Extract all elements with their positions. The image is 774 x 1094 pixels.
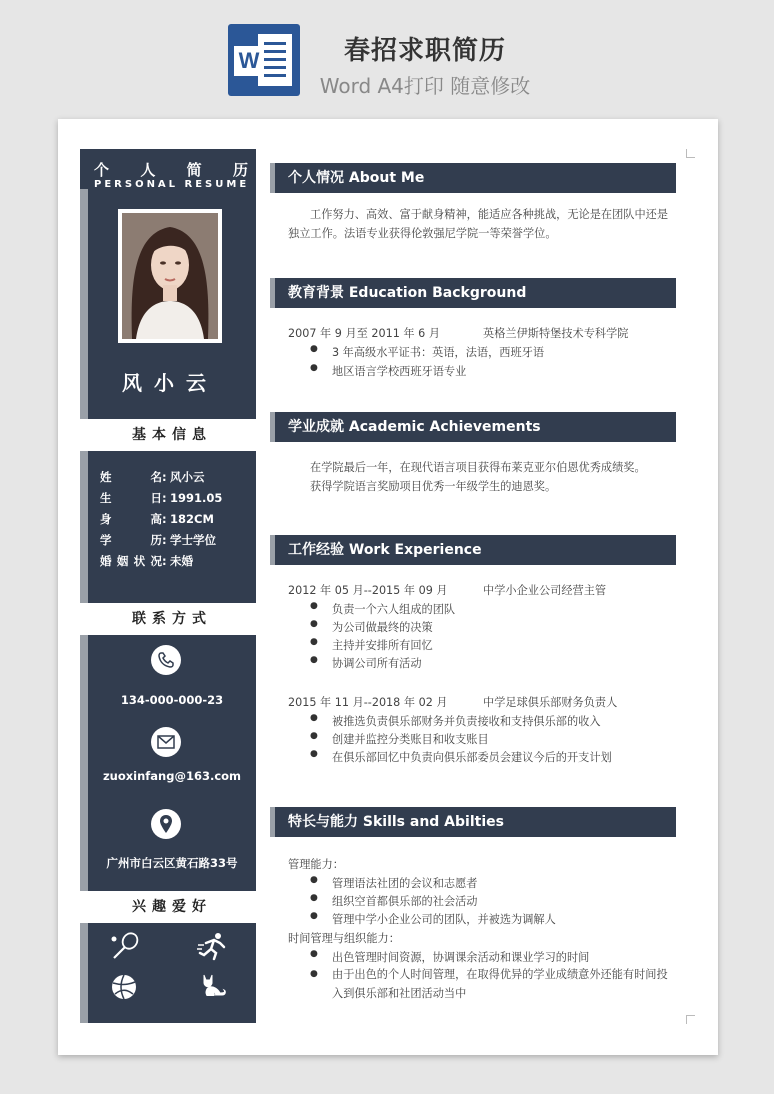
running-icon (196, 931, 230, 965)
skills-header (270, 807, 676, 837)
skills-title: 特长与能力 Skills and Abilties (288, 814, 504, 830)
about-text: 工作努力、高效、富于献身精神，能适应各种挑战，无论是在团队中还是独立工作。法语专业获得伦敦强尼学院一等荣誉学位。 (288, 208, 669, 240)
candidate-name: 风小云 (122, 371, 218, 395)
job-item: ● 创建并监控分类账目和收支账目 (332, 731, 489, 747)
header-char: 人 (140, 161, 156, 179)
word-letter: W (234, 46, 264, 76)
contact-block (80, 635, 256, 891)
info-key: 姓 名 (100, 470, 162, 484)
banner-title: 春招求职简历 (343, 36, 506, 66)
skill-group-label: 时间管理与组织能力： (288, 932, 400, 945)
header-char: 简 (186, 161, 202, 179)
skill-item: ● 出色管理时间资源，协调课余活动和课业学习的时间 (332, 949, 589, 965)
info-row: 婚 姻 状 况 : 未婚 (100, 551, 250, 572)
job-period: 2012 年 05 月--2015 年 09 月 (288, 584, 448, 597)
sidebar (80, 149, 256, 1023)
education-period: 2007 年 9 月至 2011 年 6 月 (288, 327, 441, 340)
info-row: 学 历 : 学士学位 (100, 530, 250, 551)
mail-icon (151, 727, 181, 757)
job-item: ● 被推选负责俱乐部财务并负责接收和支持俱乐部的收入 (332, 713, 601, 729)
hobby-block (80, 923, 256, 1023)
basic-info-block (80, 451, 256, 603)
address: 广州市白云区黄石路33号 (106, 856, 238, 870)
skill-group-label: 管理能力： (288, 858, 344, 871)
resume-page (58, 119, 718, 1055)
contact-title: 联系方式 (88, 605, 256, 633)
resume-header (94, 159, 248, 180)
skill-item: ● 管理语法社团的会议和志愿者 (332, 875, 477, 891)
banner-subtitle: Word A4打印 随意修改 (319, 74, 531, 98)
job-item: ● 负责一个六人组成的团队 (332, 601, 455, 617)
info-key: 生 日 (100, 491, 162, 505)
education-title: 教育背景 Education Background (288, 285, 527, 301)
academic-line: 在学院最后一年，在现代语言项目获得布莱克亚尔伯恩优秀成绩奖。 (310, 461, 646, 474)
job-item: ● 协调公司所有活动 (332, 655, 422, 671)
job-period: 2015 年 11 月--2018 年 02 月 (288, 696, 448, 709)
job-item: ● 主持并安排所有回忆 (332, 637, 433, 653)
word-icon (228, 24, 300, 96)
info-key: 身 高 (100, 512, 162, 526)
main-content (270, 119, 690, 1055)
info-row: 姓 名 : 风小云 (100, 467, 250, 488)
volleyball-icon (110, 973, 138, 1005)
basic-info-title: 基本信息 (88, 421, 256, 449)
skill-item: ● 管理中学小企业公司的团队，并被选为调解人 (332, 911, 556, 927)
about-header (270, 163, 676, 193)
info-value: 学士学位 (170, 533, 216, 547)
info-value: 未婚 (170, 554, 193, 568)
academic-header (270, 412, 676, 442)
email-address: zuoxinfang@163.com (102, 769, 242, 783)
accent-strip (80, 189, 88, 419)
hobby-title: 兴趣爱好 (88, 893, 256, 921)
education-school: 英格兰伊斯特堡技术专科学院 (483, 327, 629, 340)
header-char: 个 (94, 161, 110, 179)
work-header (270, 535, 676, 565)
academic-title: 学业成就 Academic Achievements (288, 419, 541, 435)
education-item: ● 地区语言学校西班牙语专业 (332, 363, 466, 379)
resume-header-en: PERSONAL RESUME (94, 179, 250, 190)
info-row: 生 日 : 1991.05 (100, 488, 250, 509)
bullet-dot: ● (310, 969, 318, 979)
info-value: 1991.05 (170, 491, 223, 505)
info-key: 学 历 (100, 533, 162, 547)
info-key: 婚 姻 状 况 (100, 554, 162, 568)
skill-item: ● 组织空首都俱乐部的社会活动 (332, 893, 477, 909)
info-value: 182CM (170, 512, 214, 526)
badminton-icon (108, 931, 142, 965)
location-icon (151, 809, 181, 839)
cat-icon (198, 971, 228, 1005)
info-value: 风小云 (170, 470, 205, 484)
job-item: ● 为公司做最终的决策 (332, 619, 433, 635)
job-role: 中学小企业公司经营主管 (483, 584, 607, 597)
academic-line: 获得学院语言奖励项目优秀一年级学生的迪恩奖。 (310, 480, 557, 493)
about-title: 个人情况 About Me (288, 170, 425, 186)
info-row: 身 高 : 182CM (100, 509, 250, 530)
job-role: 中学足球俱乐部财务负责人 (483, 696, 618, 709)
work-title: 工作经验 Work Experience (288, 542, 482, 558)
header-char: 历 (232, 161, 248, 179)
job-item: ● 在俱乐部回忆中负责向俱乐部委员会建议今后的开支计划 (332, 749, 612, 765)
skill-item: 由于出色的个人时间管理，在取得优异的学业成绩意外还能有时间投入到俱乐部和社团活动当中 (332, 968, 668, 1000)
education-header (270, 278, 676, 308)
education-item: ● 3 年高级水平证书：英语，法语，西班牙语 (332, 344, 544, 360)
banner (0, 0, 774, 110)
profile-block (80, 149, 256, 419)
phone-icon (151, 645, 181, 675)
phone-number: 134-000-000-23 (120, 693, 224, 707)
profile-photo (118, 209, 222, 343)
basic-info-list (100, 467, 250, 572)
